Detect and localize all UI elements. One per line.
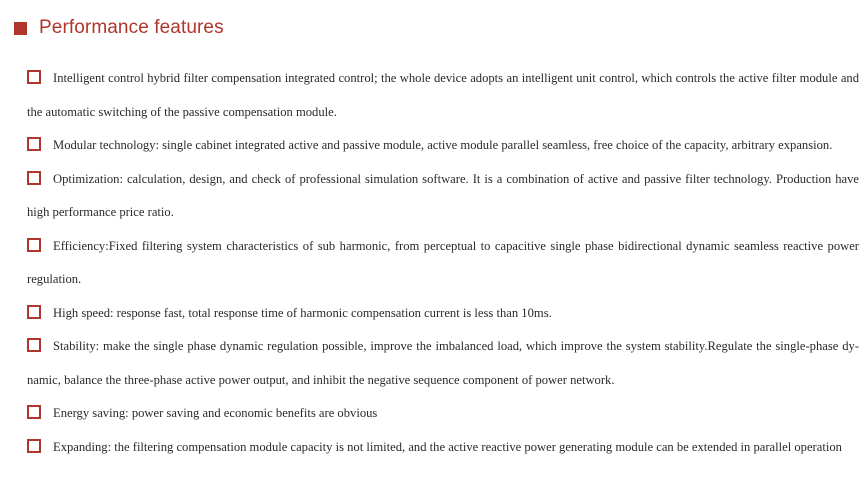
feature-text: Stability: make the single phase dynamic regulation possible, improve the imbalanced load, which improve the system stability.Regulate the single-phase dy-namic, balance the three-phase active power output, and inhibit the negative sequence component of power network. (27, 339, 859, 387)
section-header (14, 15, 224, 41)
checkbox-icon (27, 405, 41, 419)
checkbox-icon (27, 439, 41, 453)
feature-item (27, 330, 859, 397)
checkbox-icon (27, 137, 41, 151)
checkbox-icon (27, 70, 41, 84)
feature-item (27, 431, 859, 465)
feature-item (27, 397, 859, 431)
feature-item (27, 297, 859, 331)
feature-text: High speed: response fast, total response time of harmonic compensation current is less than 10ms. (53, 305, 552, 320)
feature-text: Optimization: calculation, design, and check of professional simulation software. It is a combination of active and passive filter technology. Production have high performance price ratio. (27, 171, 859, 219)
checkbox-icon (27, 305, 41, 319)
checkbox-icon (27, 338, 41, 352)
feature-item (27, 129, 859, 163)
feature-item (27, 230, 859, 297)
feature-item (27, 62, 859, 129)
checkbox-icon (27, 171, 41, 185)
feature-text: Modular technology: single cabinet integrated active and passive module, active module parallel seamless, free choice of the capacity, arbitrary expansion. (53, 138, 833, 152)
feature-list (27, 62, 859, 464)
square-bullet-icon (14, 22, 27, 35)
feature-text: Expanding: the filtering compensation module capacity is not limited, and the active reactive power generating module can be extended in parallel operation (53, 439, 842, 454)
checkbox-icon (27, 238, 41, 252)
feature-item (27, 163, 859, 230)
feature-text: Energy saving: power saving and economic benefits are obvious (53, 406, 378, 420)
section-title: Performance features (39, 17, 224, 38)
feature-text: Efficiency:Fixed filtering system characteristics of sub harmonic, from perceptual to capacitive single phase bidirectional dynamic seamless reactive power regulation. (27, 238, 859, 286)
feature-text: Intelligent control hybrid filter compensation integrated control; the whole device adopts an intelligent unit control, which controls the active filter module and the automatic switching of the passive compensation module. (27, 71, 859, 119)
